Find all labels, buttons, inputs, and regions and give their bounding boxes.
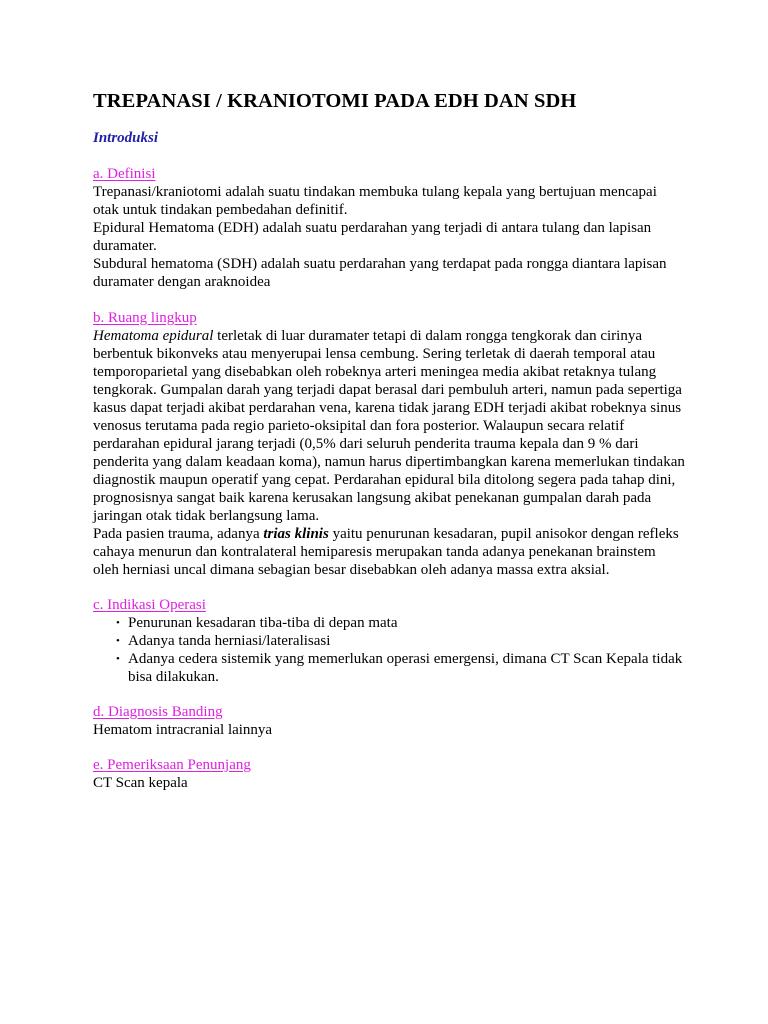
bullet-icon: • — [116, 635, 120, 647]
definisi-paragraph-edh: Epidural Hematoma (EDH) adalah suatu perdarahan yang terjadi di antara tulang dan lapisan duramater. — [93, 220, 652, 254]
bullet-icon: • — [116, 653, 120, 665]
ruang-lingkup-paragraph-1-text: terletak di luar duramater tetapi di dalam rongga tengkorak dan cirinya berbentuk bikonveks atau menyerupai lensa cembung. Sering terletak di daerah temporal atau temporoparietal yang disebabkan oleh robeknya arteri meningea media akibat retaknya tulang tengkorak. Gumpalan darah yang terjadi dapat berasal dari pembuluh arteri, namun pada sepertiga kasus dapat terjadi akibat perdarahan vena, karena tidak jarang EDH terjadi akibat robeknya sinus venosus terutama pada regio parieto-oksipital dan fora posterior. Walaupun secara relatif perdarahan epidural jarang terjadi (0,5% dari seluruh penderita trauma kepala dan 9 % dari penderita yang dalam keadaan koma), namun harus dipertimbangkan karena memerlukan tindakan diagnostik maupun operatif yang cepat. Perdarahan epidural bila ditolong segera pada tahap dini, prognosisnya sangat baik karena kerusakan langsung akibat penekanan gumpalan darah pada jaringan otak tidak berlangsung lama. — [93, 328, 685, 524]
indikasi-list — [93, 614, 685, 686]
document-title: TREPANASI / KRANIOTOMI PADA EDH DAN SDH — [93, 90, 577, 112]
list-item — [93, 632, 685, 650]
ruang-lingkup-paragraph-2-lead: Pada pasien trauma, adanya — [93, 526, 264, 542]
list-item-text: Adanya tanda herniasi/lateralisasi — [128, 633, 331, 649]
definisi-paragraph-trepanasi: Trepanasi/kraniotomi adalah suatu tindakan membuka tulang kepala yang bertujuan mencapai otak untuk tindakan pembedahan definitif. — [93, 184, 657, 218]
section-heading-definisi[interactable]: a. Definisi — [93, 166, 156, 182]
bullet-icon: • — [116, 617, 120, 629]
emphasis-trias-klinis: trias klinis — [263, 526, 329, 542]
introduction-heading: Introduksi — [93, 130, 159, 146]
list-item — [93, 614, 685, 632]
list-item-text: Penurunan kesadaran tiba-tiba di depan mata — [128, 615, 398, 631]
section-heading-pemeriksaan-penunjang[interactable]: e. Pemeriksaan Penunjang — [93, 757, 251, 773]
section-heading-indikasi-operasi[interactable]: c. Indikasi Operasi — [93, 597, 206, 613]
section-heading-diagnosis-banding[interactable]: d. Diagnosis Banding — [93, 704, 223, 720]
diagnosis-banding-text: Hematom intracranial lainnya — [93, 722, 273, 738]
list-item-text: Adanya cedera sistemik yang memerlukan operasi emergensi, dimana CT Scan Kepala tidak bisa dilakukan. — [128, 651, 683, 685]
pemeriksaan-penunjang-text: CT Scan kepala — [93, 775, 188, 791]
definisi-paragraph-sdh: Subdural hematoma (SDH) adalah suatu perdarahan yang terdapat pada rongga diantara lapisan duramater dengan araknoidea — [93, 256, 667, 290]
list-item — [93, 650, 685, 686]
ruang-lingkup-paragraph-1 — [93, 327, 685, 525]
section-heading-ruang-lingkup[interactable]: b. Ruang lingkup — [93, 310, 197, 326]
italic-term-hematoma-epidural: Hematoma epidural — [93, 328, 214, 344]
ruang-lingkup-paragraph-2 — [93, 525, 685, 579]
ruang-lingkup-paragraph-2-text: yaitu penurunan kesadaran, pupil anisokor dengan refleks cahaya menurun dan kontralateral hemiparesis merupakan tanda adanya penekanan brainstem oleh herniasi uncal dimana sebagian besar disebabkan oleh adanya massa extra aksial. — [93, 526, 679, 578]
document-page — [93, 88, 685, 792]
